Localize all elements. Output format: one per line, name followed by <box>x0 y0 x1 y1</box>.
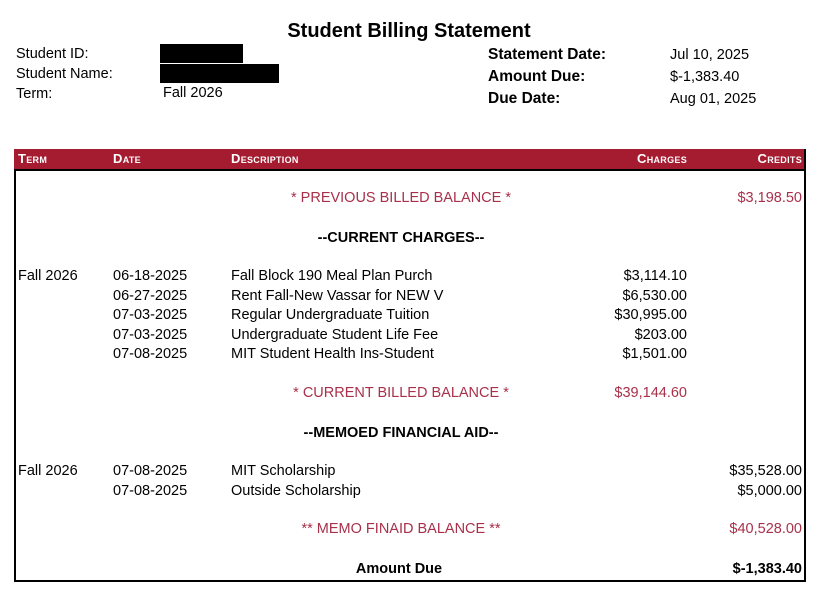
row-date: 07-08-2025 <box>113 463 188 479</box>
memo-balance-credits: $40,528.00 <box>729 521 802 537</box>
row-description: Fall Block 190 Meal Plan Purch <box>231 268 433 284</box>
row-term: Fall 2026 <box>18 268 78 284</box>
row-date: 07-03-2025 <box>113 327 188 343</box>
row-charges: $203.00 <box>634 327 687 343</box>
amount-due-value: $-1,383.40 <box>670 69 740 85</box>
memo-aid-heading: --MEMOED FINANCIAL AID-- <box>303 425 499 441</box>
column-header-credits: Credits <box>757 151 802 166</box>
row-date: 06-27-2025 <box>113 288 188 304</box>
row-date: 06-18-2025 <box>113 268 188 284</box>
billing-table <box>14 149 806 582</box>
row-date: 07-08-2025 <box>113 483 188 499</box>
student-name-label: Student Name: <box>16 66 113 82</box>
column-header-description: Description <box>231 151 299 166</box>
term-value: Fall 2026 <box>163 85 223 101</box>
due-date-value: Aug 01, 2025 <box>670 91 757 107</box>
row-description: MIT Student Health Ins-Student <box>231 346 434 362</box>
redacted-student-name <box>160 64 279 83</box>
due-date-label: Due Date: <box>488 90 561 107</box>
amount-due-footer-label: Amount Due <box>355 561 443 577</box>
column-header-date: Date <box>113 151 141 166</box>
page-title: Student Billing Statement <box>287 20 531 42</box>
term-label: Term: <box>16 86 53 102</box>
memo-balance-label: ** MEMO FINAID BALANCE ** <box>301 521 501 537</box>
row-description: Undergraduate Student Life Fee <box>231 327 439 343</box>
redacted-student-id <box>160 44 243 63</box>
statement-date-value: Jul 10, 2025 <box>670 47 750 63</box>
student-id-label: Student ID: <box>16 46 89 62</box>
row-term: Fall 2026 <box>18 463 78 479</box>
statement-date-label: Statement Date: <box>488 46 606 63</box>
row-charges: $6,530.00 <box>622 288 687 304</box>
row-description: Regular Undergraduate Tuition <box>231 307 430 323</box>
current-balance-label: * CURRENT BILLED BALANCE * <box>293 385 509 401</box>
row-charges: $30,995.00 <box>614 307 687 323</box>
row-date: 07-03-2025 <box>113 307 188 323</box>
column-header-charges: Charges <box>637 151 687 166</box>
row-description: Outside Scholarship <box>231 483 361 499</box>
row-description: Rent Fall-New Vassar for NEW V <box>231 288 444 304</box>
row-date: 07-08-2025 <box>113 346 188 362</box>
row-credits: $5,000.00 <box>737 483 802 499</box>
row-credits: $35,528.00 <box>729 463 802 479</box>
current-charges-heading: --CURRENT CHARGES-- <box>317 230 485 246</box>
previous-balance-label: * PREVIOUS BILLED BALANCE * <box>291 190 511 206</box>
amount-due-footer-value: $-1,383.40 <box>732 561 802 577</box>
row-charges: $1,501.00 <box>622 346 687 362</box>
row-charges: $3,114.10 <box>623 268 687 284</box>
column-header-term: Term <box>18 151 48 166</box>
previous-balance-credits: $3,198.50 <box>737 190 802 206</box>
current-balance-charges: $39,144.60 <box>614 385 687 401</box>
amount-due-label: Amount Due: <box>488 68 586 85</box>
row-description: MIT Scholarship <box>231 463 336 479</box>
